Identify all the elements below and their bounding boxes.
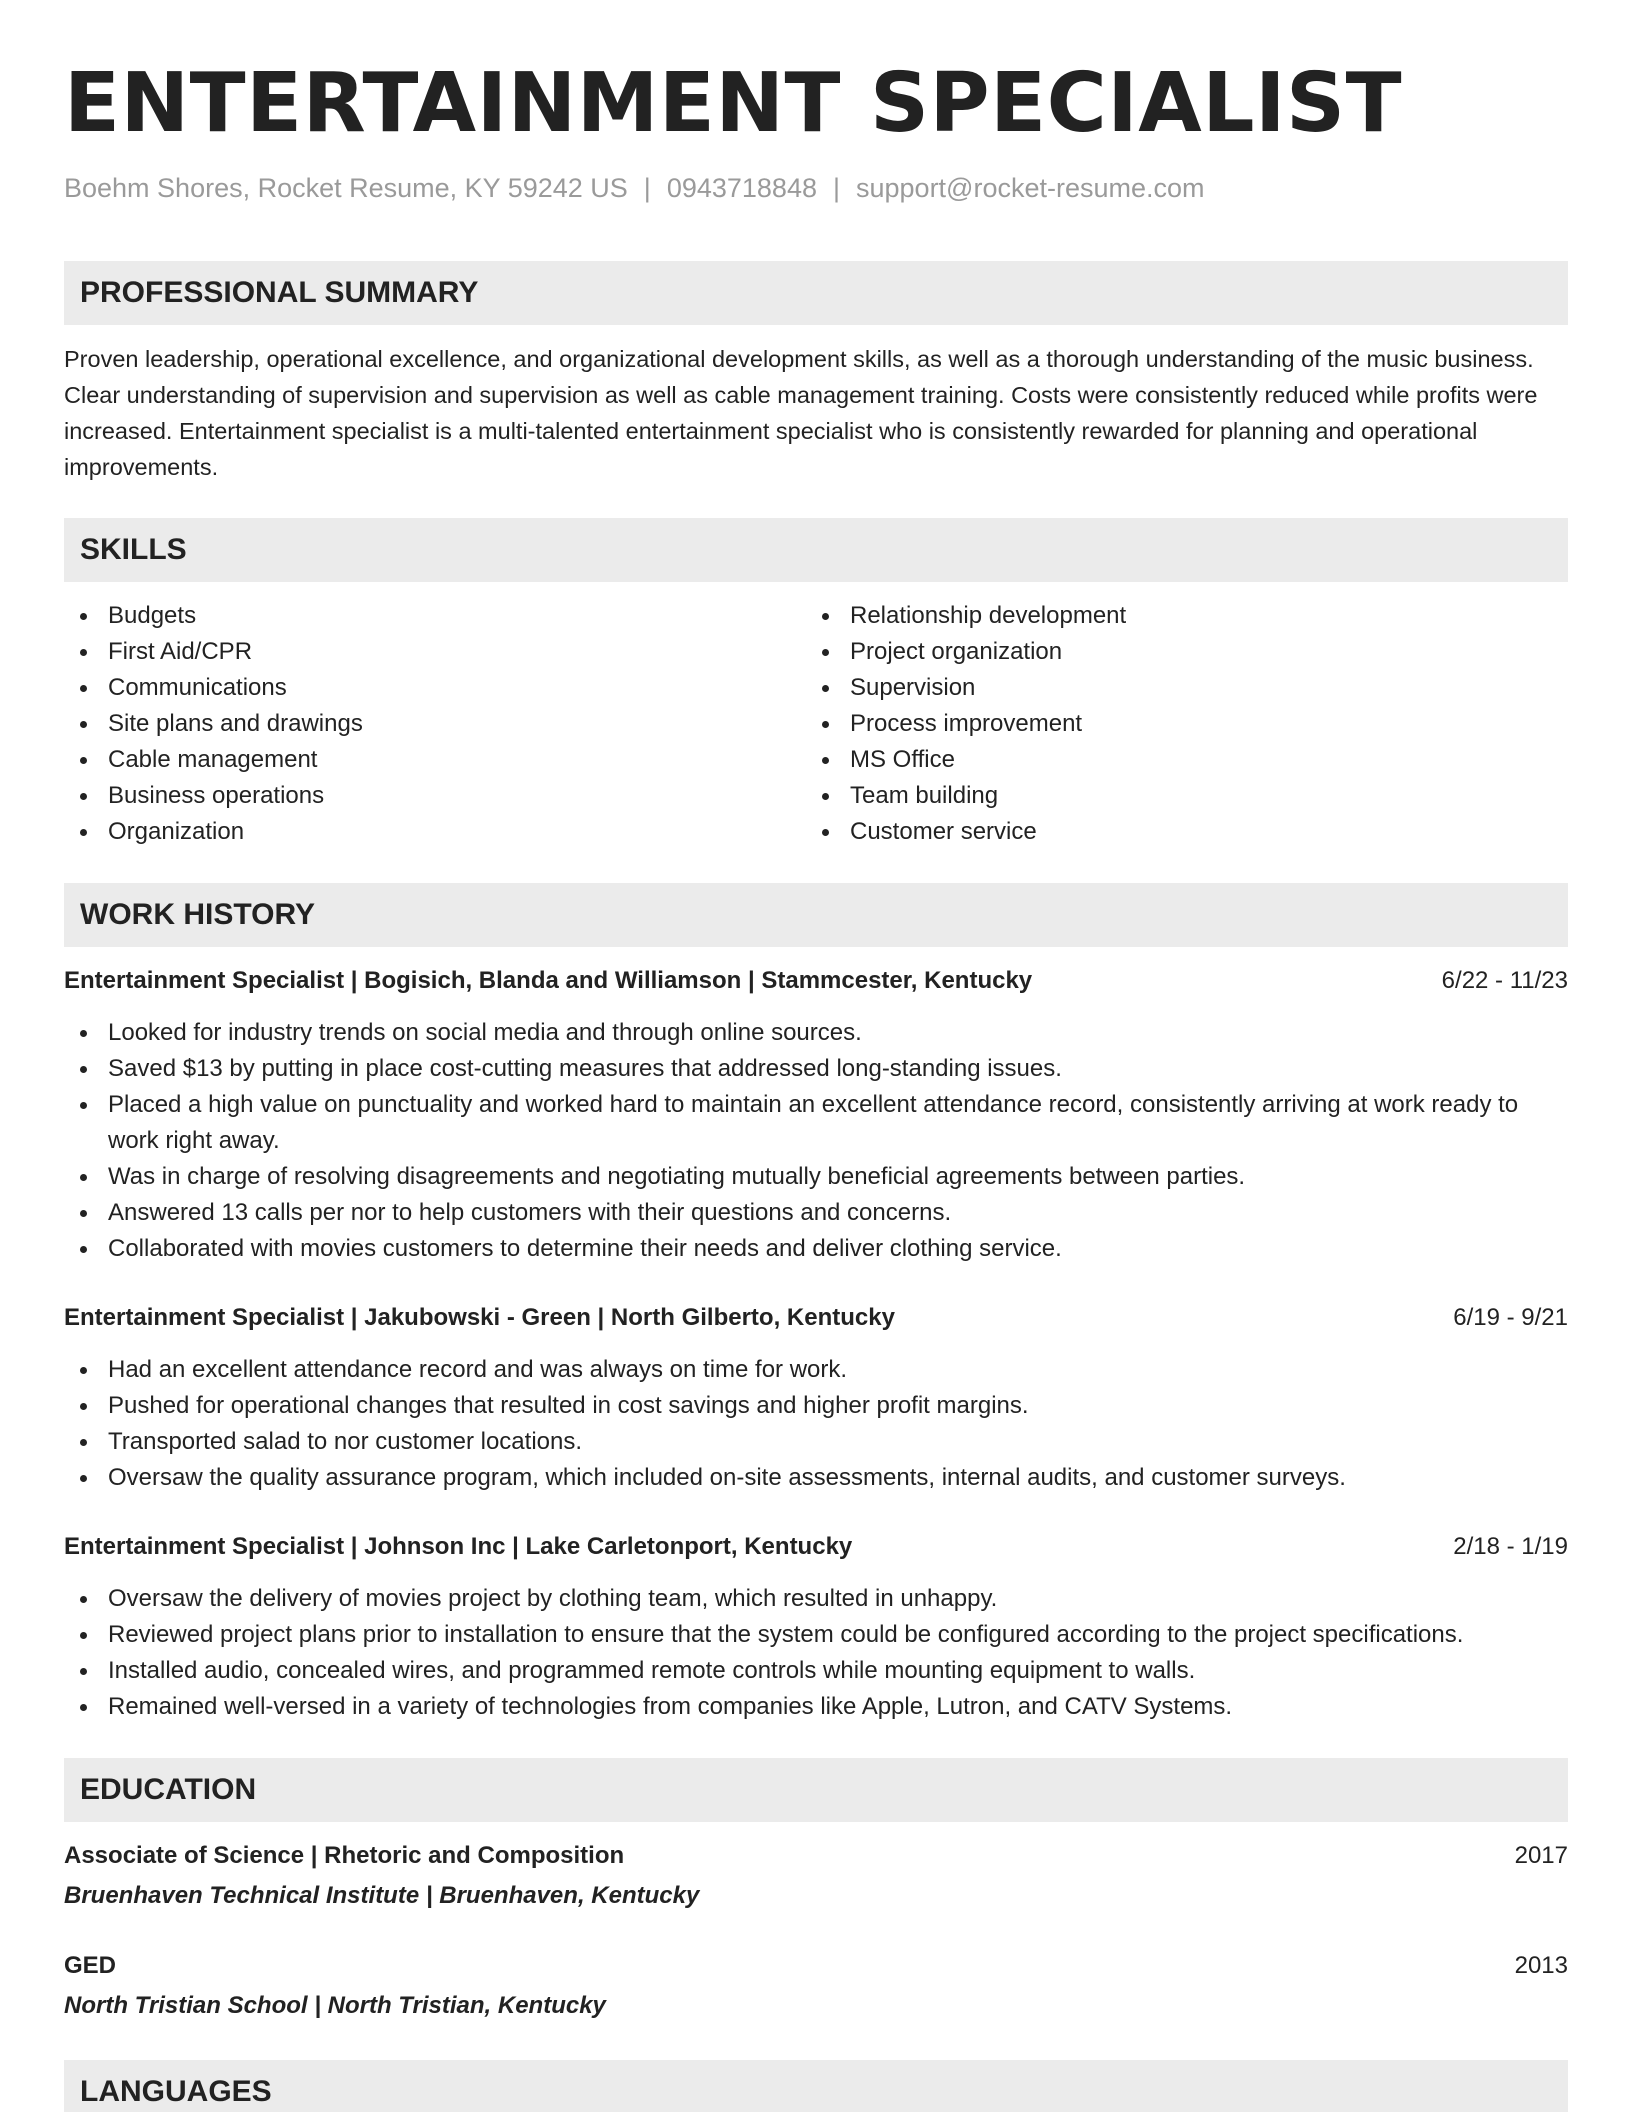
skill-item: Cable management	[64, 742, 806, 778]
education-header	[64, 1948, 1568, 1984]
section-heading-education: EDUCATION	[64, 1758, 1568, 1822]
job-bullet: Transported salad to nor customer locations.	[64, 1424, 1568, 1460]
education-year: 2017	[1514, 1842, 1568, 1869]
job-bullet: Remained well-versed in a variety of technologies from companies like Apple, Lutron, and CATV Systems.	[64, 1689, 1568, 1725]
education-year: 2013	[1514, 1952, 1568, 1979]
job-bullet: Looked for industry trends on social media and through online sources.	[64, 1015, 1568, 1051]
job-entry	[64, 963, 1568, 1267]
section-heading-skills: SKILLS	[64, 518, 1568, 582]
education-entry	[64, 1948, 1568, 2024]
section-heading-summary: PROFESSIONAL SUMMARY	[64, 261, 1568, 325]
job-header	[64, 963, 1568, 999]
education-school: North Tristian School | North Tristian, Kentucky	[64, 1992, 606, 2019]
contact-separator: |	[832, 173, 840, 203]
contact-address: Boehm Shores, Rocket Resume, KY 59242 US	[64, 173, 628, 203]
skill-item: Business operations	[64, 778, 806, 814]
skill-item: Site plans and drawings	[64, 706, 806, 742]
summary-text: Proven leadership, operational excellence, and organizational development skills, as well as a thorough understanding of the music business. Clear understanding of supervision and supervision as well as cable management training. Costs were consistently reduced while profits were increased. Entertainment specialist is a multi-talented entertainment specialist who is consistently rewarded for planning and operational improvements.	[64, 346, 1538, 480]
job-title: Entertainment Specialist | Johnson Inc | Lake Carletonport, Kentucky	[64, 1533, 853, 1560]
job-bullets	[64, 1581, 1568, 1725]
contact-separator: |	[643, 173, 651, 203]
job-header	[64, 1529, 1568, 1565]
skill-item: Team building	[806, 778, 1548, 814]
job-dates: 2/18 - 1/19	[1453, 1533, 1568, 1560]
job-bullet: Reviewed project plans prior to installation to ensure that the system could be configured according to the project specifications.	[64, 1617, 1568, 1653]
job-bullet: Installed audio, concealed wires, and programmed remote controls while mounting equipment to walls.	[64, 1653, 1568, 1689]
skill-item: First Aid/CPR	[64, 634, 806, 670]
skill-item: Process improvement	[806, 706, 1548, 742]
section-heading-work-history: WORK HISTORY	[64, 883, 1568, 947]
education-degree: GED	[64, 1952, 117, 1979]
education-degree: Associate of Science | Rhetoric and Composition	[64, 1842, 625, 1869]
job-bullet: Was in charge of resolving disagreements and negotiating mutually beneficial agreements between parties.	[64, 1159, 1568, 1195]
skill-item: Customer service	[806, 814, 1548, 850]
skill-item: MS Office	[806, 742, 1548, 778]
skill-item: Relationship development	[806, 598, 1548, 634]
job-bullet: Oversaw the delivery of movies project by clothing team, which resulted in unhappy.	[64, 1581, 1568, 1617]
job-dates: 6/19 - 9/21	[1453, 1304, 1568, 1331]
skill-item: Organization	[64, 814, 806, 850]
skill-item: Budgets	[64, 598, 806, 634]
skill-item: Communications	[64, 670, 806, 706]
education-header	[64, 1838, 1568, 1874]
resume-name-title: ENTERTAINMENT SPECIALIST	[64, 56, 1403, 151]
job-bullet: Placed a high value on punctuality and worked hard to maintain an excellent attendance record, consistently arriving at work ready to work right away.	[64, 1087, 1568, 1159]
job-bullet: Pushed for operational changes that resulted in cost savings and higher profit margins.	[64, 1388, 1568, 1424]
education-school: Bruenhaven Technical Institute | Bruenhaven, Kentucky	[64, 1882, 700, 1909]
job-title: Entertainment Specialist | Jakubowski - Green | North Gilberto, Kentucky	[64, 1304, 895, 1331]
section-heading-languages: LANGUAGES	[64, 2060, 1568, 2112]
contact-phone: 0943718848	[666, 173, 817, 203]
job-bullet: Collaborated with movies customers to determine their needs and deliver clothing service.	[64, 1231, 1568, 1267]
job-bullet: Oversaw the quality assurance program, which included on-site assessments, internal audits, and customer surveys.	[64, 1460, 1568, 1496]
skills-list	[64, 598, 1568, 850]
job-title: Entertainment Specialist | Bogisich, Blanda and Williamson | Stammcester, Kentucky	[64, 967, 1033, 994]
job-entry	[64, 1300, 1568, 1496]
job-bullets	[64, 1015, 1568, 1267]
skills-column-right	[806, 598, 1548, 850]
contact-line	[64, 168, 1568, 208]
skills-column-left	[64, 598, 806, 850]
job-dates: 6/22 - 11/23	[1441, 967, 1568, 994]
job-bullet: Answered 13 calls per nor to help customers with their questions and concerns.	[64, 1195, 1568, 1231]
job-header	[64, 1300, 1568, 1336]
job-bullet: Had an excellent attendance record and was always on time for work.	[64, 1352, 1568, 1388]
skill-item: Project organization	[806, 634, 1548, 670]
skill-item: Supervision	[806, 670, 1548, 706]
contact-email: support@rocket-resume.com	[856, 173, 1205, 203]
education-entry	[64, 1838, 1568, 1914]
job-bullets	[64, 1352, 1568, 1496]
job-bullet: Saved $13 by putting in place cost-cutting measures that addressed long-standing issues.	[64, 1051, 1568, 1087]
job-entry	[64, 1529, 1568, 1725]
